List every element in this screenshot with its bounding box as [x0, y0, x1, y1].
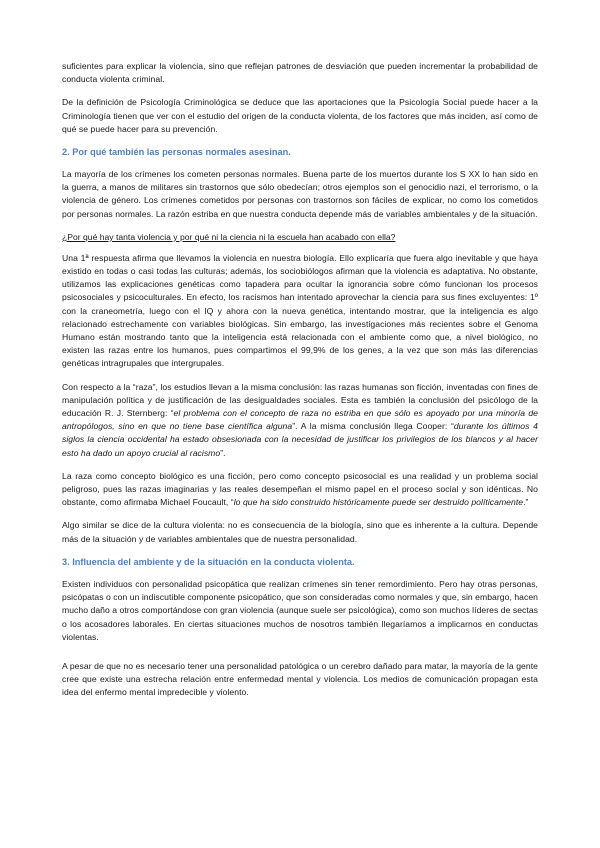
paragraph-media: A pesar de que no es necesario tener una personalidad patológica o un cerebro dañado para matar, la mayoría de la gente cree que existe una estrecha relación entre enfermedad mental y violencia. Los medios de comunicación propagan esta idea del enfermo mental impredecible y violento. — [62, 660, 538, 698]
race-text-3: ”. — [220, 447, 226, 458]
race-text-1: Con respecto a la “raza”, los estudios llevan a la misma conclusión: las razas humanas son ficción, inventadas con fines de manipulación política y de justificación de las desigualdades sociales. Esta es también la conclusión del psicólogo de la educación R. J. Sternberg: “ — [62, 381, 538, 419]
paragraph-culture: Algo similar se dice de la cultura violenta: no es consecuencia de la biología, sino que es inherente a la cultura. Depende más de la situación y de variables ambientales que de nuestra personalidad. — [62, 520, 538, 544]
section-3-heading: 3. Influencia del ambiente y de la situación en la conducta violenta. — [62, 556, 355, 567]
paragraph-biology: Una 1ª respuesta afirma que llevamos la violencia en nuestra biología. Ello explicaría que fuera algo inevitable y que haya existido en todas o casi todas las culturas; además, los sociobiólogos afirman que la violencia es adaptativa. No obstante, utilizamos las explicaciones genéticas como tapadera para ocultar la ignorancia sobre cómo funcionan los procesos psicosociales y psicoculturales. En efecto, los racismos han intentado aprovechar la ciencia para sus fines excluyentes: 1º con la craneometría, luego con el IQ y ahora con la nueva genética, intentando mostrar, que la inteligencia es algo relacionado estrechamente con variables biológicas. Sin embargo, las investigaciones más recientes sobre el Genoma Humano están mostrando tanto que la inteligencia está relacionada con el ambiente como que, a nivel biológico, no existen las razas entre los humanos, pues compartimos el 99,9% de los genes, a la vez que son más las diferencias genéticas intragrupales que intergrupales. — [62, 252, 538, 369]
sternberg-quote: el problema con el concepto de raza no estriba en que sólo es apoyado por una minoría de antropólogos, sino en que no tiene base científica alguna — [62, 408, 538, 432]
cooper-quote: durante los últimos 4 siglos la ciencia occidental ha estado obsesionada con la necesidad de justificar los privilegios de los blancos y al hacer esto ha dado un apoyo crucial al racismo — [62, 421, 538, 458]
section-2-heading: 2. Por qué también las personas normales asesinan. — [62, 147, 291, 158]
paragraph-normal-people: La mayoría de los crímenes los cometen personas normales. Buena parte de los muertos durante los S XX lo han sido en la guerra, a manos de militares sin trastornos que sólo obedecían; otros ejemplos son el genocidio nazi, el terrorismo, o la violencia de género. Los crímenes cometidos por personas con trastornos son fáciles de explicar, no como los cometidos por personas normales. La razón estriba en que nuestra conducta depende más de variables ambientales y de la situación. — [62, 169, 538, 219]
question-heading: ¿Por qué hay tanta violencia y por qué ni la ciencia ni la escuela han acabado con ella? — [62, 231, 396, 242]
fiction-text-2: .” — [523, 497, 529, 508]
paragraph-fiction — [62, 470, 538, 510]
paragraph-intro-continuation: suficientes para explicar la violencia, sino que reflejan patrones de desviación que pueden incrementar la probabilidad de conducta violenta criminal. — [62, 61, 538, 85]
paragraph-race — [62, 381, 538, 460]
race-text-2: ”. A la misma conclusión llega Cooper: “ — [292, 421, 454, 432]
paragraph-psychopaths: Existen individuos con personalidad psicopática que realizan crímenes sin tener remordimiento. Pero hay otras personas, psicópatas o con un indiscutible componente psicopático, que son consideradas como normales y que, sin embargo, hacen mucho daño a otros comportándose con gran violencia (aunque suele ser psicológica), como son muchos líderes de sectas o los acosadores laborales. En ciertas situaciones muchos de nosotros también llegaríamos a implicarnos en conductas violentas. — [62, 578, 538, 642]
foucault-quote: lo que ha sido construido históricamente puede ser destruido políticamente — [233, 497, 524, 508]
paragraph-definition: De la definición de Psicología Criminológica se deduce que las aportaciones que la Psicología Social puede hacer a la Criminología tienen que ver con el estudio del origen de la conducta violenta, de los factores que más inciden, así como de qué se puede hacer para su prevención. — [62, 97, 538, 134]
fiction-text-1: La raza como concepto biológico es una ficción, pero como concepto psicosocial es una realidad y un problema social peligroso, pues las razas imaginarias y las reales desempeñan el mismo papel en el proceso social y son idénticas. No obstante, como afirmaba Michael Foucault, “ — [62, 470, 538, 508]
